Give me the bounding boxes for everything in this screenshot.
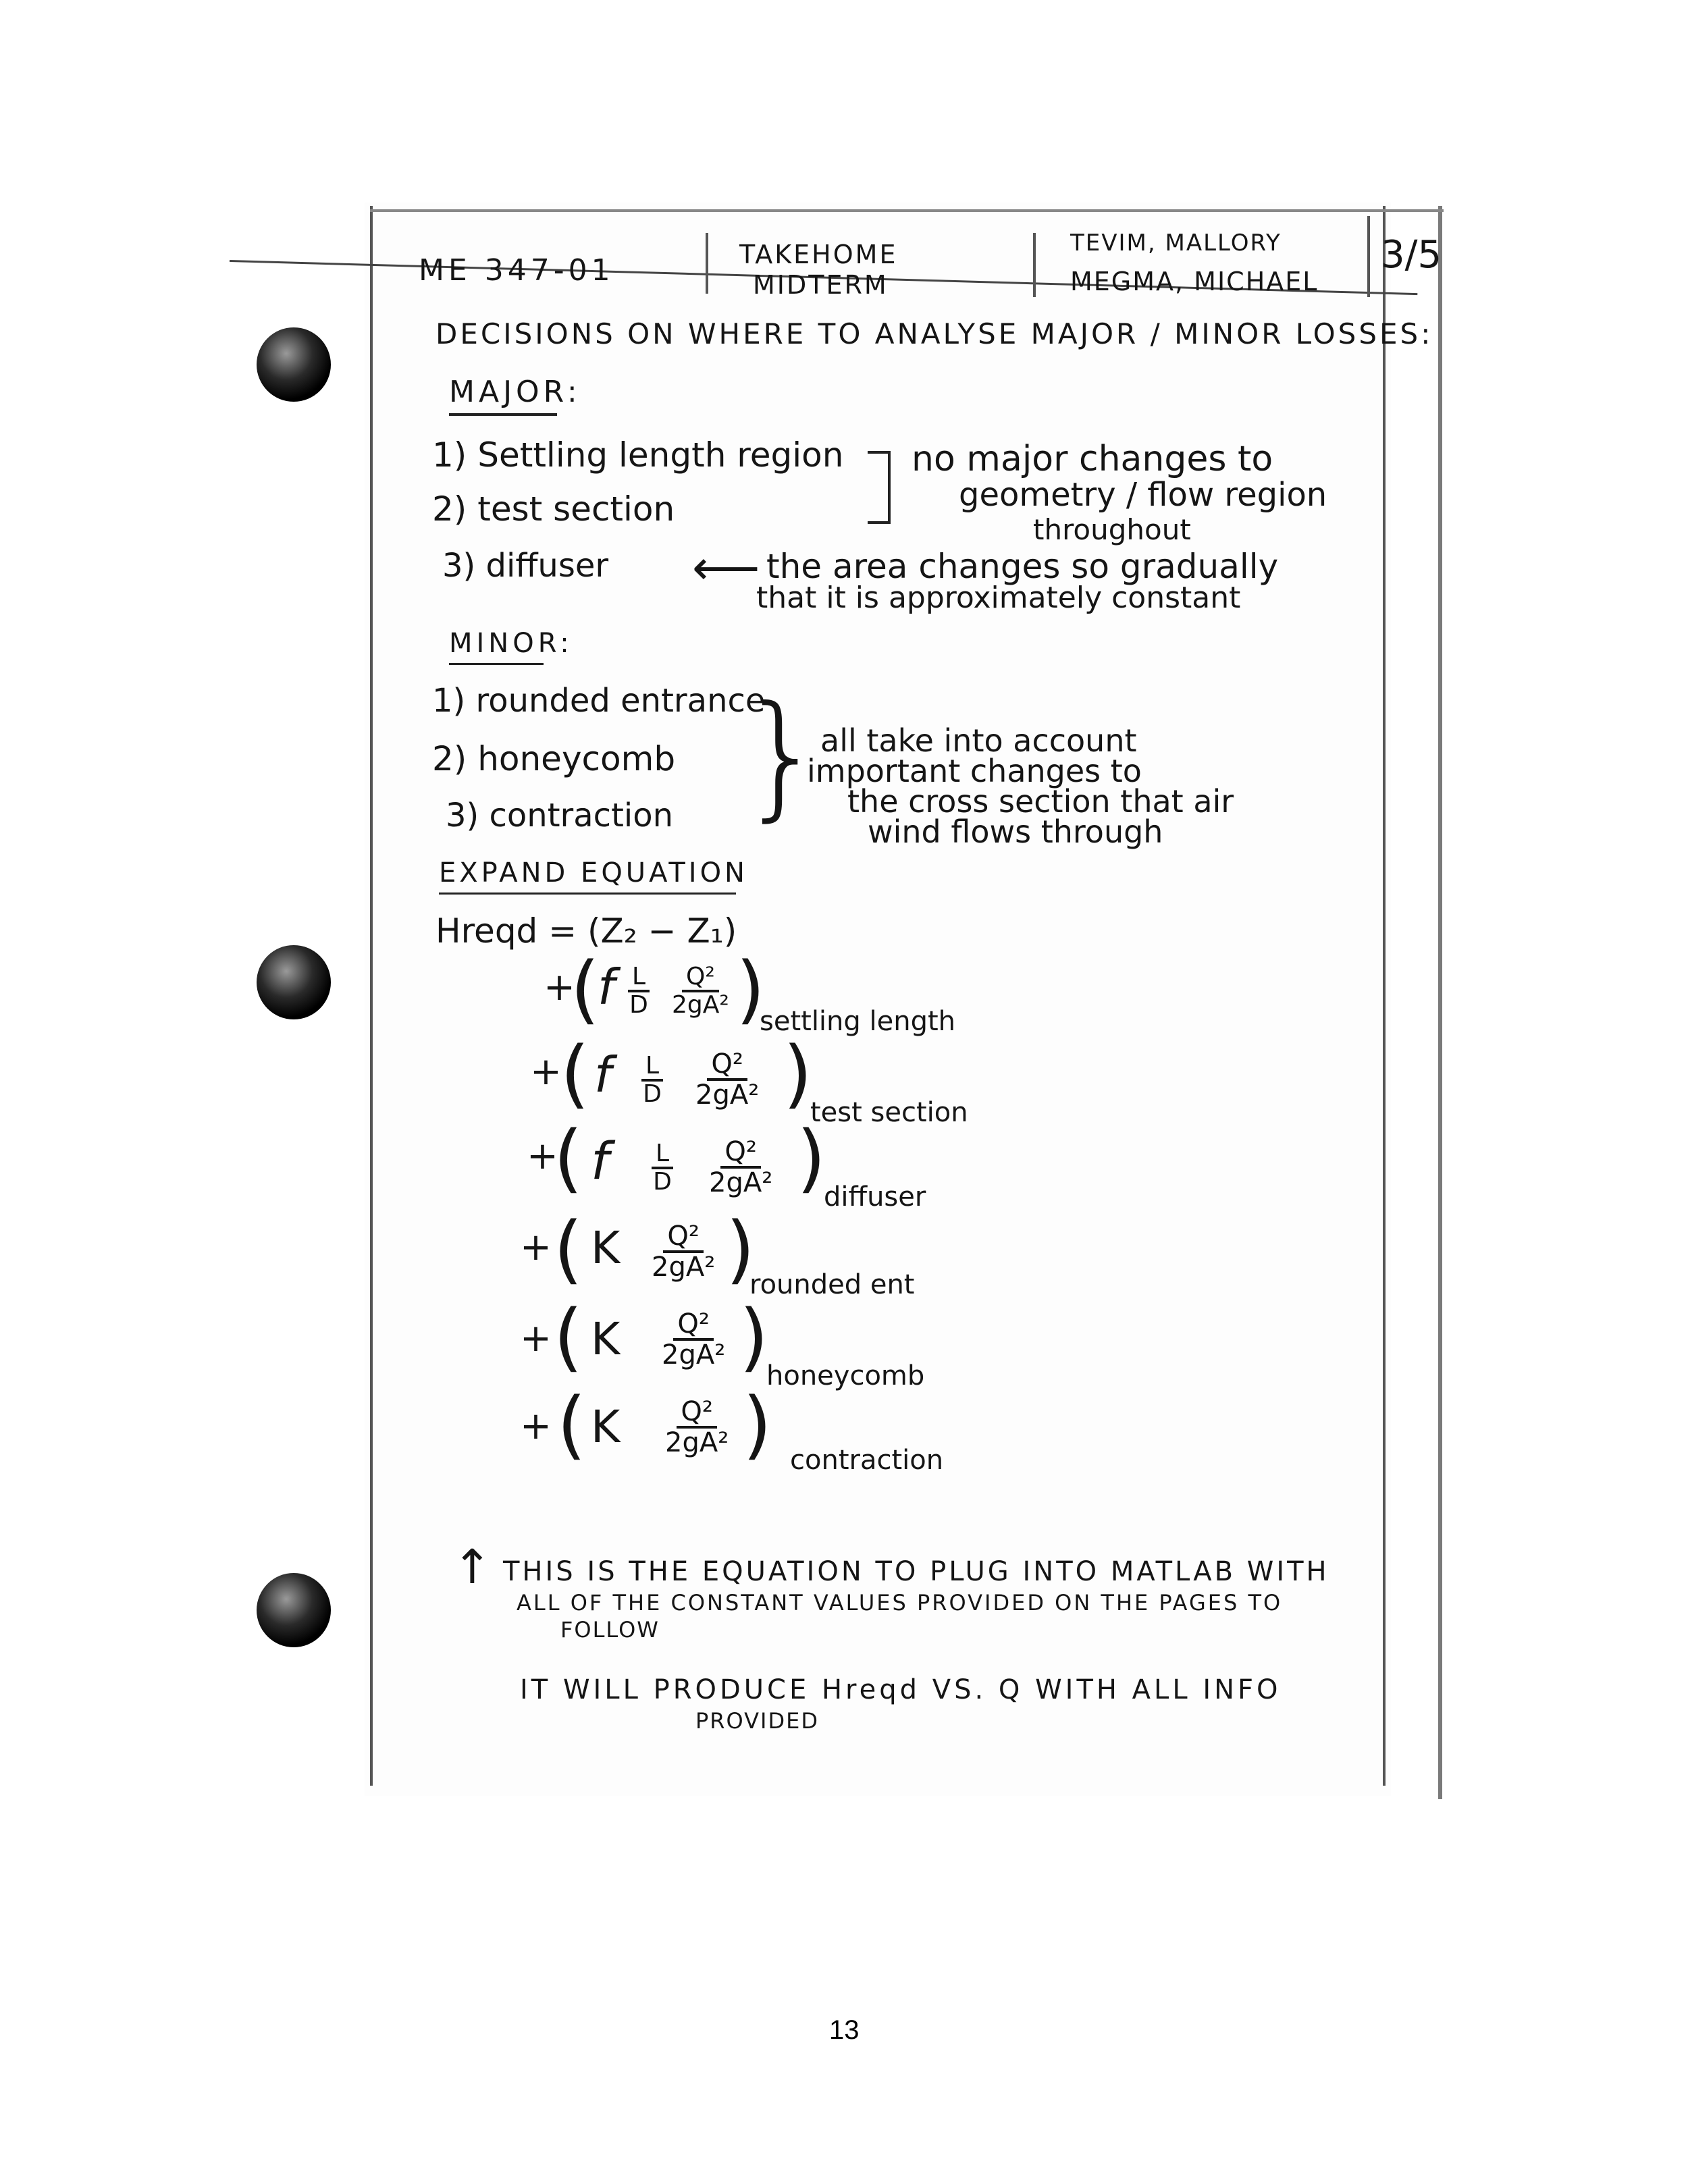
major-underline <box>449 413 557 416</box>
equation-lhs: Hreqd = (Z₂ − Z₁) <box>436 911 737 951</box>
left-margin-line <box>370 206 373 1786</box>
left-arrow-icon: ⟵ <box>692 540 760 595</box>
course-code: ME 347-01 <box>419 253 614 288</box>
major-note-line-2: geometry / flow region <box>959 476 1327 514</box>
plus-sign: + <box>530 1050 562 1094</box>
close-paren: ) <box>739 1294 768 1380</box>
minor-item-2: 2) honeycomb <box>432 739 676 778</box>
friction-factor: f <box>594 1046 612 1103</box>
student-names-1: TEVIM, MALLORY <box>1070 230 1282 257</box>
q-squared-over-2ga-squared: $\frac{\text{Q²}}{\text{2gA²}}$ <box>672 963 729 1019</box>
header-divider-3 <box>1367 216 1370 297</box>
note-1-line-2: ALL OF THE CONSTANT VALUES PROVIDED ON THE PAGES TO <box>517 1590 1283 1616</box>
q-squared-over-2ga-squared: $\frac{\text{Q²}}{\text{2gA²}}$ <box>695 1048 760 1111</box>
major-note-line-3: throughout <box>1033 513 1191 546</box>
equation-heading-underline <box>439 893 736 895</box>
open-paren: ( <box>571 946 600 1032</box>
plus-sign: + <box>520 1404 552 1448</box>
term-label: test section <box>810 1097 968 1128</box>
minor-note-line-4: wind flows through <box>868 814 1163 850</box>
major-bracket <box>868 451 891 524</box>
minor-item-1: 1) rounded entrance <box>432 682 766 720</box>
friction-factor: f <box>598 959 615 1015</box>
up-arrow-icon: ↑ <box>452 1539 492 1595</box>
loss-coefficient: K <box>591 1401 621 1453</box>
major-heading: MAJOR: <box>449 375 581 409</box>
assignment-line-2: MIDTERM <box>753 270 889 300</box>
major-note-line-1: no major changes to <box>912 439 1273 479</box>
minor-item-3: 3) contraction <box>446 797 674 834</box>
term-label: diffuser <box>824 1181 926 1213</box>
header-top-line <box>370 209 1444 212</box>
open-paren: ( <box>554 1294 583 1380</box>
minor-underline <box>449 663 544 665</box>
open-paren: ( <box>560 1030 589 1117</box>
minor-curly-brace: } <box>739 677 826 834</box>
close-paren: ) <box>736 946 765 1032</box>
student-names-2: MEGMA, MICHAEL <box>1070 267 1319 296</box>
binder-hole-bottom <box>257 1573 331 1647</box>
binder-hole-middle <box>257 945 331 1019</box>
q-squared-over-2ga-squared: $\frac{\text{Q²}}{\text{2gA²}}$ <box>662 1308 726 1370</box>
open-paren: ( <box>557 1381 586 1468</box>
term-label: honeycomb <box>766 1360 925 1391</box>
equation-heading: EXPAND EQUATION <box>439 857 748 888</box>
plus-sign: + <box>544 965 575 1009</box>
score: 3/5 <box>1381 233 1442 277</box>
open-paren: ( <box>554 1206 583 1292</box>
loss-coefficient: K <box>591 1222 621 1274</box>
minor-heading: MINOR: <box>449 628 573 659</box>
term-label: contraction <box>790 1445 944 1476</box>
header-divider-2 <box>1033 233 1036 297</box>
major-item-1: 1) Settling length region <box>432 435 844 475</box>
plus-sign: + <box>527 1134 558 1178</box>
close-paren: ) <box>797 1115 826 1201</box>
l-over-d: $\frac{L}{D}$ <box>652 1141 673 1195</box>
friction-factor: f <box>591 1131 609 1191</box>
major-item-3: 3) diffuser <box>442 547 609 585</box>
close-paren: ) <box>743 1381 772 1468</box>
note-1-line-3: FOLLOW <box>560 1617 660 1643</box>
diffuser-note-line-1: the area changes so gradually <box>766 547 1279 586</box>
right-margin-line <box>1383 206 1386 1786</box>
minor-note-line-2: important changes to <box>807 753 1142 789</box>
q-squared-over-2ga-squared: $\frac{\text{Q²}}{\text{2gA²}}$ <box>709 1136 773 1198</box>
assignment-line-1: TAKEHOME <box>739 240 898 269</box>
plus-sign: + <box>520 1225 552 1269</box>
diffuser-note-line-2: that it is approximately constant <box>756 581 1241 615</box>
binder-hole-top <box>257 327 331 402</box>
open-paren: ( <box>554 1115 583 1201</box>
minor-note-line-1: all take into account <box>820 722 1137 759</box>
close-paren: ) <box>783 1030 812 1117</box>
q-squared-over-2ga-squared: $\frac{\text{Q²}}{\text{2gA²}}$ <box>665 1396 729 1458</box>
header-divider-1 <box>706 233 708 294</box>
plus-sign: + <box>520 1316 552 1360</box>
note-2-line-1: IT WILL PRODUCE Hreqd VS. Q WITH ALL INFO <box>520 1674 1282 1705</box>
l-over-d: $\frac{L}{D}$ <box>628 964 650 1018</box>
page-number: 13 <box>829 2015 860 2045</box>
l-over-d: $\frac{L}{D}$ <box>641 1053 663 1107</box>
close-paren: ) <box>726 1206 755 1292</box>
major-item-2: 2) test section <box>432 489 675 529</box>
note-2-line-2: PROVIDED <box>695 1708 819 1734</box>
term-label: rounded ent <box>749 1269 915 1300</box>
loss-coefficient: K <box>591 1313 621 1365</box>
page-edge <box>1438 206 1442 1799</box>
minor-note-line-3: the cross section that air <box>847 783 1234 820</box>
note-1-line-1: THIS IS THE EQUATION TO PLUG INTO MATLAB WITH <box>503 1556 1329 1587</box>
q-squared-over-2ga-squared: $\frac{\text{Q²}}{\text{2gA²}}$ <box>652 1221 716 1283</box>
decisions-title: DECISIONS ON WHERE TO ANALYSE MAJOR / MINOR LOSSES: <box>436 317 1433 350</box>
term-label: settling length <box>760 1006 955 1037</box>
